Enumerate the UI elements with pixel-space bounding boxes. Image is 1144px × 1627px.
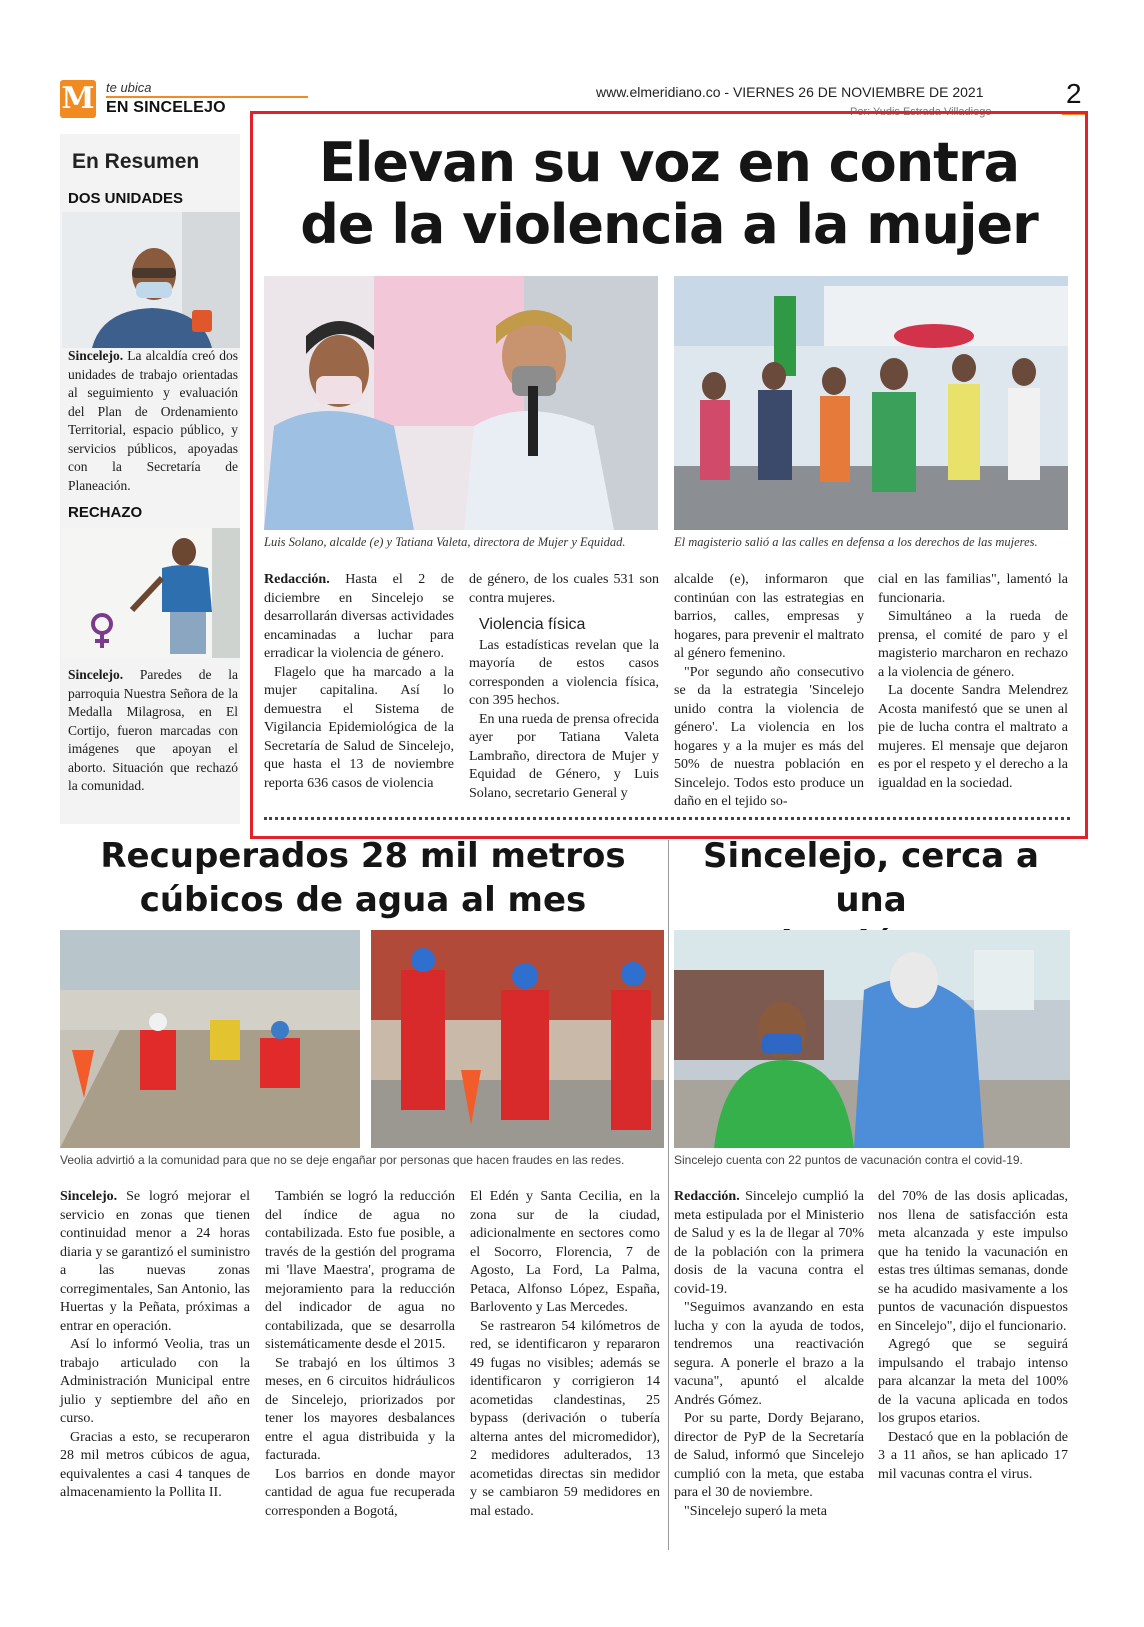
photo-street-repair <box>60 930 360 1148</box>
section-underline <box>106 96 308 98</box>
water-photo-caption: Veolia advirtió a la comunidad para que no se deje engañar por personas que hacen fraudes en las redes. <box>60 1153 625 1167</box>
vaccine-photo-caption: Sincelejo cuenta con 22 puntos de vacunación contra el covid-19. <box>674 1153 1023 1167</box>
photo-caption-left: Luis Solano, alcalde (e) y Tatiana Valeta, directora de Mujer y Equidad. <box>264 535 626 549</box>
photo-wall-graffiti <box>62 528 240 658</box>
column-divider <box>668 840 669 1550</box>
section-name: EN SINCELEJO <box>106 99 226 116</box>
vaccine-story-column-1: Redacción. Sincelejo cumplió la meta estipulada por el Ministerio de Salud y es la de llegar al 70% de la población con la primera dosis de la vacuna contra el covid-19. "Seguimos avanzando en esta lucha y con la ayuda de todos, tendremos una reactivación segura. A ponerle el brazo a la vacuna", apuntó el alcalde Andrés Gómez. Por su parte, Dordy Bejarano, director de PyP de la Secretaría de Salud, informó que Sincelejo cumplió con la meta, que estaba para el 30 de noviembre. "Sincelejo superó la meta <box>674 1189 864 1519</box>
water-story-column-2: También se logró la reducción del índice de agua no contabilizada. Esto fue posible, a través de la gestión del programa mi 'llave Maestra', programa de mejoramiento para la reducción del indicador de agua no contabilizada, que se desarrolla sistemáticamente desde el 2015. Se trabajó en los últimos 3 meses, en 6 circuitos hidráulicos de Sincelejo, priorizados por tener los mayores desbalances entre el agua distribuida y la facturada. Los barrios en donde mayor cantidad de agua fue recuperada corresponden a Bogotá, <box>265 1189 455 1519</box>
water-story-column-1: Sincelejo. Se logró mejorar el servicio en zonas que tienen continuidad menor a 24 horas diaria y se garantizó el suministro a las nuevas zonas corregimentales, San Antonio, las Huertas y la Peñata, próximas a entrar en operación. Así lo informó Veolia, tras un trabajo articulado con la Administración Municipal entre julio y septiembre del año en curso. Gracias a esto, se recuperaron 28 mil metros cúbicos de agua, equivalentes a casi 4 tanques de almacenamiento la Pollita II. <box>60 1189 250 1500</box>
photo-caption-right: El magisterio salió a las calles en defensa a los derechos de las mujeres. <box>674 535 1038 549</box>
newspaper-logo: M <box>61 81 95 116</box>
sidebar-title: En Resumen <box>72 150 200 173</box>
main-story-subhead: Violencia física <box>479 616 586 633</box>
byline: Por: Yudis Estrada Villadiego <box>850 106 992 118</box>
page-number: 2 <box>1066 78 1082 109</box>
site-and-date: www.elmeridiano.co - VIERNES 26 DE NOVIEMBRE DE 2021 <box>596 84 984 100</box>
sidebar-item-text: Sincelejo. Paredes de la parroquia Nuestra Señora de la Medalla Milagrosa, en El Cortijo, fueron marcadas con imágenes que apoyan el aborto. Situación que rechazó la comunidad. <box>68 667 238 793</box>
vaccine-story-column-2: del 70% de las dosis aplicadas, nos llena de satisfacción esta meta alcanzada y este impulso que ha tenido la vacunación en estas tres últimas semanas, donde se ha acudido masivamente a los puntos de vacunación dispuestos en Sincelejo", dijo el funcionario. Agregó que se seguirá impulsando el trabajo intenso para alcanzar la meta del 100% de la vacuna aplicada en todos los grupos etarios. Destacó que en la población de 3 a 11 años, se han aplicado 17 mil vacunas contra el virus. <box>878 1189 1068 1482</box>
section-tag: te ubica <box>106 80 152 95</box>
photo-technicians <box>371 930 664 1148</box>
photo-teachers-march <box>674 276 1068 530</box>
story-end-rule <box>264 817 1070 820</box>
sidebar-item-heading: DOS UNIDADES <box>68 190 184 207</box>
sidebar-item-heading: RECHAZO <box>68 504 143 521</box>
main-story-column-1: Redacción. Hasta el 2 de diciembre en Sincelejo se desarrollarán diversas actividades encaminadas a luchar para erradicar la violencia de género. Flagelo que ha marcado a la mujer capitalina. Así lo demuestra el Sistema de Vigilancia Epidemiológica de la Secretaría de Salud de Sincelejo, que hasta el 13 de noviembre reporta 636 casos de violencia <box>264 572 454 791</box>
main-story-column-4: cial en las familias", lamentó la funcionaria. Simultáneo a la rueda de prensa, el comité de paro y el magisterio marcharon en rechazo a la violencia de género. La docente Sandra Melendrez Acosta manifestó que se unen al pie de lucha contra el maltrato a mujeres. El mensaje que dejaron es por el respeto y el derecho a la igualdad en la sociedad. <box>878 572 1068 791</box>
water-headline: Recuperados 28 mil metros cúbicos de agua al mes <box>100 836 626 920</box>
sidebar-item-text: Sincelejo. La alcaldía creó dos unidades de trabajo orientadas al seguimiento y evaluación del Plan de Ordenamiento Territorial, espacio público, y servicios públicos, apoyadas con la Secretaría de Planeación. <box>68 348 238 493</box>
vaccine-headline: Sincelejo, cerca a una <box>703 836 1039 920</box>
photo-vaccination <box>674 930 1070 1148</box>
water-story-column-3: El Edén y Santa Cecilia, en la zona sur de la ciudad, adicionalmente en sectores como el Socorro, Florencia, 7 de Agosto, La Ford, La Palma, Petaca, Alfonso López, España, Barlovento y Las Mercedes. Se rastrearon 54 kilómetros de red, se identificaron y repararon 49 fugas no visibles; además se identificaron y corrigieron 14 acometidas clandestinas, 25 bypass (derivación o tubería alterna antes del micromedidor), 2 medidores adulterados, 13 acometidas directas sin medidor y se cambiaron 59 medidores en mal estado. <box>470 1189 660 1519</box>
main-story-column-2: de género, de los cuales 531 son contra mujeres. Violencia física Las estadísticas revelan que la mayoría de estos casos corresponden a violencia física, con 395 hechos. En una rueda de prensa ofrecida ayer por Tatiana Valeta Lambraño, directora de Mujer y Equidad de Género, y Luis Solano, secretario General y <box>469 572 659 801</box>
photo-official-portrait <box>62 212 240 348</box>
main-headline: Elevan su voz en contra de la violencia a la mujer <box>300 131 1038 256</box>
main-story-column-3: alcalde (e), informaron que continúan con las estrategias en barrios, calles, empresas y hogares, para prevenir el maltrato al género femenino. "Por segundo año consecutivo se da la estrategia 'Sincelejo unido contra la violencia de género'. La violencia en los hogares y a la mujer es más del 50% de nuestra población en Sincelejo. Todos esto produce un daño en el tejido so- <box>674 572 864 809</box>
photo-press-conference <box>264 276 658 530</box>
